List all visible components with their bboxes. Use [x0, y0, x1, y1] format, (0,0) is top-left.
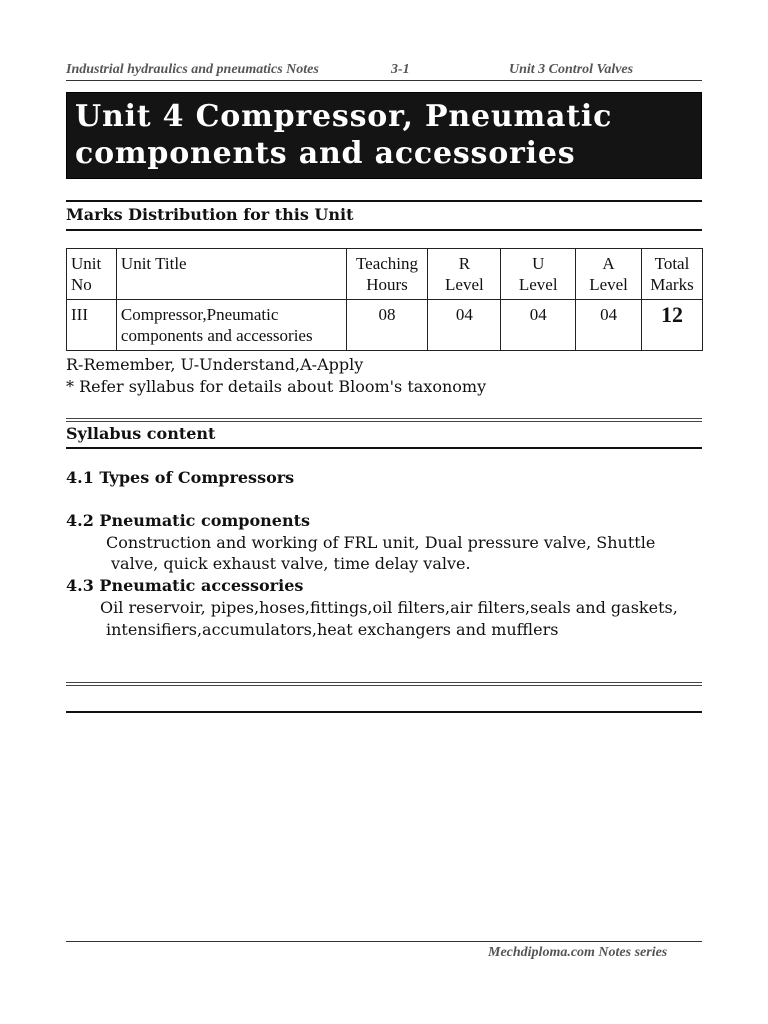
- header-book-title: Industrial hydraulics and pneumatics Notes: [66, 62, 319, 77]
- cell-total-marks: 12: [642, 300, 703, 351]
- divider: [66, 421, 702, 422]
- topic-4-3-text-line-1: Oil reservoir, pipes,hoses,fittings,oil filters,air filters,seals and gaskets,: [100, 598, 678, 617]
- divider: [66, 711, 702, 713]
- cell-unit-title: Compressor,Pneumatic components and accessories: [116, 300, 346, 351]
- divider: [66, 229, 702, 231]
- header-cell-teaching-hours: Teaching Hours: [346, 249, 428, 300]
- marks-distribution-heading: Marks Distribution for this Unit: [66, 205, 354, 224]
- divider: [66, 685, 702, 686]
- header-chapter-title: Unit 3 Control Valves: [509, 62, 634, 77]
- divider: [66, 200, 702, 202]
- cell-a-level: 04: [576, 300, 642, 351]
- header-cell-r-level: R Level: [428, 249, 501, 300]
- topic-4-3-heading: 4.3 Pneumatic accessories: [66, 576, 304, 595]
- topic-4-3-text-line-2: intensifiers,accumulators,heat exchangers and mufflers: [106, 620, 559, 639]
- footer-series-label: Mechdiploma.com Notes series: [488, 945, 668, 960]
- unit-title-line-2: components and accessories: [75, 136, 576, 171]
- topic-4-2-text-line-1: Construction and working of FRL unit, Dual pressure valve, Shuttle: [106, 533, 656, 552]
- divider: [66, 418, 702, 419]
- topic-4-1-heading: 4.1 Types of Compressors: [66, 468, 295, 487]
- header-cell-unit-no: Unit No: [67, 249, 117, 300]
- topic-4-2-heading: 4.2 Pneumatic components: [66, 511, 311, 530]
- refer-syllabus-note: * Refer syllabus for details about Bloom's taxonomy: [66, 377, 487, 396]
- header-cell-total-marks: Total Marks: [642, 249, 703, 300]
- header-cell-a-level: A Level: [576, 249, 642, 300]
- unit-title-banner: [66, 92, 702, 179]
- cell-unit-no: III: [67, 300, 117, 351]
- header-cell-u-level: U Level: [501, 249, 576, 300]
- topic-4-2-text-line-2: valve, quick exhaust valve, time delay valve.: [111, 554, 471, 573]
- marks-distribution-table: [66, 248, 703, 351]
- divider: [66, 447, 702, 449]
- cell-teaching-hours: 08: [346, 300, 428, 351]
- unit-title-line-1: Unit 4 Compressor, Pneumatic: [75, 99, 613, 134]
- divider: [66, 682, 702, 683]
- table-header-row: [67, 249, 703, 300]
- cell-u-level: 04: [501, 300, 576, 351]
- header-page-number: 3-1: [391, 62, 410, 77]
- syllabus-content-heading: Syllabus content: [66, 424, 216, 443]
- cell-r-level: 04: [428, 300, 501, 351]
- header-cell-unit-title: Unit Title: [116, 249, 346, 300]
- table-row: [67, 300, 703, 351]
- running-header: [66, 62, 702, 81]
- footer-divider: [66, 941, 702, 942]
- bloom-legend: R-Remember, U-Understand,A-Apply: [66, 355, 364, 374]
